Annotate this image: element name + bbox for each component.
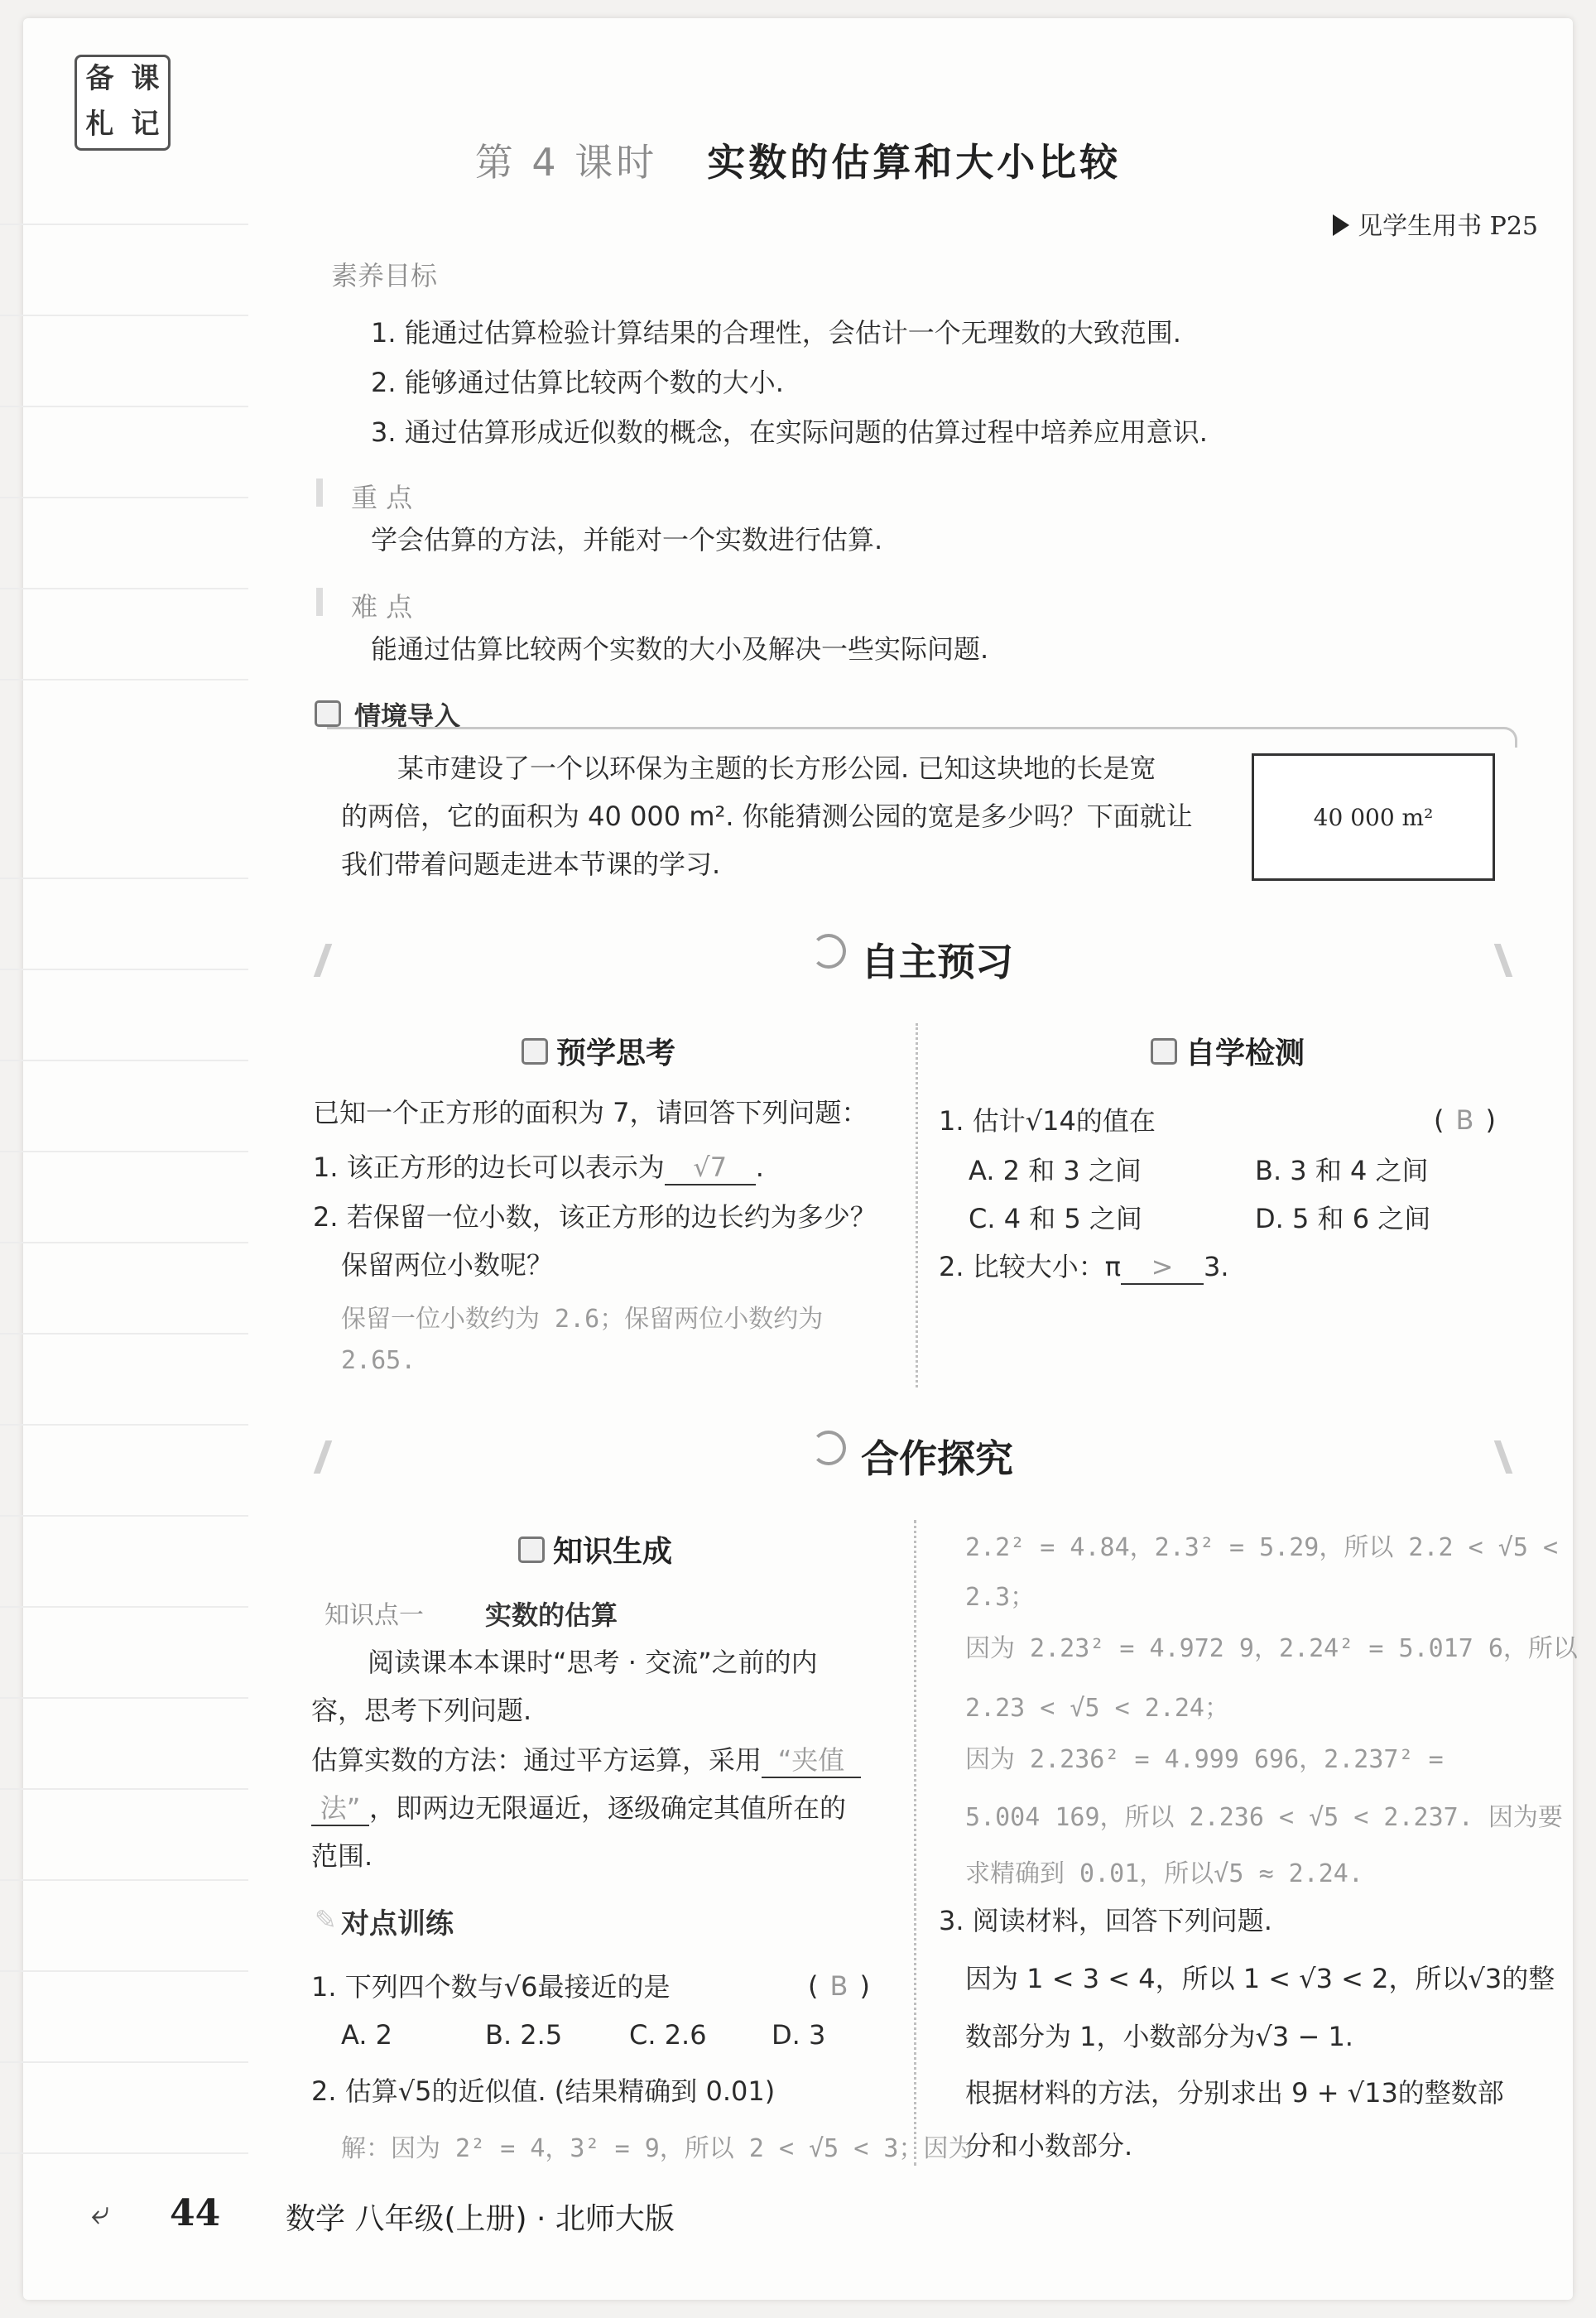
option: B. 3 和 4 之间 xyxy=(1255,1155,1429,1186)
intro-line: 某市建设了一个以环保为主题的长方形公园. 已知这块地的长是宽 xyxy=(397,753,1156,784)
key-point-text: 学会估算的方法，并能对一个实数进行估算. xyxy=(371,524,883,555)
check-question-2: 2. 比较大小：π > 3. xyxy=(939,1250,1229,1285)
option: C. 2.6 xyxy=(629,2019,707,2051)
solution-line: 5.004 169，所以 2.236 < √5 < 2.237. 因为要 xyxy=(965,1803,1563,1832)
pencil-icon: ✎ xyxy=(315,1904,337,1936)
training-question-1: 1. 下列四个数与√6最接近的是 xyxy=(311,1971,671,2003)
solution-line: 2.2² = 4.84，2.3² = 5.29，所以 2.2 < √5 < xyxy=(965,1533,1559,1562)
preview-answer: 保留一位小数约为 2.6；保留两位小数约为 xyxy=(341,1305,824,1334)
training-title: 对点训练 xyxy=(341,1907,454,1940)
difficulty-text: 能通过估算比较两个实数的大小及解决一些实际问题. xyxy=(371,633,989,665)
question-3-line: 根据材料的方法，分别求出 9 + √13的整数部 xyxy=(965,2077,1504,2109)
preview-question-1: 1. 该正方形的边长可以表示为 √7 . xyxy=(313,1151,764,1185)
question-3-line: 分和小数部分. xyxy=(965,2130,1133,2162)
key-point-heading: 重 点 xyxy=(351,482,413,513)
goals-heading: 素养目标 xyxy=(331,260,438,291)
preview-icon xyxy=(522,1038,548,1065)
self-study-title: 自主预习 xyxy=(861,940,1013,984)
read-line: 容，思考下列问题. xyxy=(311,1695,532,1726)
read-line: 阅读课本本课时“思考 · 交流”之前的内 xyxy=(368,1647,818,1678)
solution-line: 求精确到 0.01，所以√5 ≈ 2.24. xyxy=(965,1859,1363,1888)
goal-item: 2. 能够通过估算比较两个数的大小. xyxy=(371,367,784,398)
difficulty-heading: 难 点 xyxy=(351,591,413,623)
page-number: 44 xyxy=(170,2192,221,2234)
option: B. 2.5 xyxy=(485,2019,563,2051)
answer-blank: > xyxy=(1121,1250,1204,1285)
solution-line: 因为 2.236² = 4.999 696，2.237² = xyxy=(965,1745,1444,1774)
preview-title: 预学思考 xyxy=(556,1036,676,1070)
student-book-reference: 见学生用书 P25 xyxy=(1333,205,1538,242)
intro-icon xyxy=(315,700,341,727)
training-question-2: 2. 估算√5的近似值. (结果精确到 0.01) xyxy=(311,2075,776,2107)
lesson-main-title: 实数的估算和大小比较 xyxy=(707,140,1122,185)
solution-line: 2.3； xyxy=(965,1583,1036,1612)
badge-char: 备 xyxy=(85,62,114,95)
key-point-marker xyxy=(316,479,323,507)
intro-frame-line xyxy=(327,727,1517,748)
point-title: 实数的估算 xyxy=(485,1599,618,1631)
self-study-icon xyxy=(811,934,846,969)
option: D. 5 和 6 之间 xyxy=(1255,1203,1431,1234)
method-line-1: 估算实数的方法：通过平方运算，采用 “夹值 xyxy=(311,1743,861,1778)
answer-blank: 法” xyxy=(311,1791,369,1826)
solution-line: 2.23 < √5 < 2.24； xyxy=(965,1694,1229,1723)
publisher-logo-icon: ⤶ xyxy=(91,2194,110,2232)
option: D. 3 xyxy=(772,2019,826,2051)
check-question-1: 1. 估计√14的值在 xyxy=(939,1105,1156,1137)
preview-question-2: 2. 若保留一位小数，该正方形的边长约为多少？ xyxy=(313,1201,877,1233)
lesson-number: 第 4 课时 xyxy=(474,140,658,185)
lesson-title xyxy=(0,132,1596,187)
answer-blank: √7 xyxy=(665,1151,756,1185)
answer-blank: “夹值 xyxy=(762,1743,861,1778)
cooperate-icon xyxy=(811,1431,846,1465)
knowledge-icon xyxy=(518,1537,545,1563)
training-solution: 解：因为 2² = 4，3² = 9，所以 2 < √5 < 3；因为 xyxy=(341,2134,973,2163)
option: A. 2 和 3 之间 xyxy=(969,1155,1142,1186)
question-3: 3. 阅读材料，回答下列问题. xyxy=(939,1905,1272,1936)
badge-char: 课 xyxy=(131,62,160,95)
option: A. 2 xyxy=(341,2019,393,2051)
preview-intro: 已知一个正方形的面积为 7，请回答下列问题： xyxy=(313,1097,868,1128)
column-divider xyxy=(916,1023,918,1387)
book-title: 数学 八年级(上册) · 北师大版 xyxy=(286,2202,675,2236)
check-icon xyxy=(1151,1038,1177,1065)
knowledge-title: 知识生成 xyxy=(553,1535,673,1569)
play-triangle-icon xyxy=(1333,214,1349,236)
preview-question-2-cont: 保留两位小数呢？ xyxy=(341,1249,554,1281)
preview-answer-cont: 2.65. xyxy=(341,1346,416,1375)
training-q1-answer: ( B ) xyxy=(808,1970,870,2002)
method-line-2: 法” ，即两边无限逼近，逐级确定其值所在的 xyxy=(311,1791,846,1826)
cooperate-title: 合作探究 xyxy=(861,1436,1013,1481)
intro-heading: 情境导入 xyxy=(354,700,461,732)
check-title: 自学检测 xyxy=(1185,1036,1305,1070)
badge-char: 札 xyxy=(85,108,114,141)
goal-item: 1. 能通过估算检验计算结果的合理性，会估计一个无理数的大致范围. xyxy=(371,317,1181,349)
difficulty-marker xyxy=(316,588,323,616)
intro-line: 的两倍，它的面积为 40 000 m². 你能猜测公园的宽是多少吗？下面就让 xyxy=(341,801,1193,832)
intro-line: 我们带着问题走进本节课的学习. xyxy=(341,849,721,880)
goal-item: 3. 通过估算形成近似数的概念，在实际问题的估算过程中培养应用意识. xyxy=(371,416,1208,448)
question-3-line: 数部分为 1，小数部分为√3 − 1. xyxy=(965,2021,1353,2052)
question-3-line: 因为 1 < 3 < 4，所以 1 < √3 < 2，所以√3的整 xyxy=(965,1963,1555,1994)
option: C. 4 和 5 之间 xyxy=(969,1203,1142,1234)
park-rectangle: 40 000 m² xyxy=(1252,753,1495,881)
badge-char: 记 xyxy=(131,108,160,141)
solution-line: 因为 2.23² = 4.972 9，2.24² = 5.017 6，所以 xyxy=(965,1634,1578,1663)
column-divider xyxy=(914,1520,916,2166)
point-label: 知识点一 xyxy=(324,1601,424,1630)
check-q1-answer: ( B ) xyxy=(1434,1104,1496,1136)
method-line-3: 范围. xyxy=(311,1840,373,1872)
